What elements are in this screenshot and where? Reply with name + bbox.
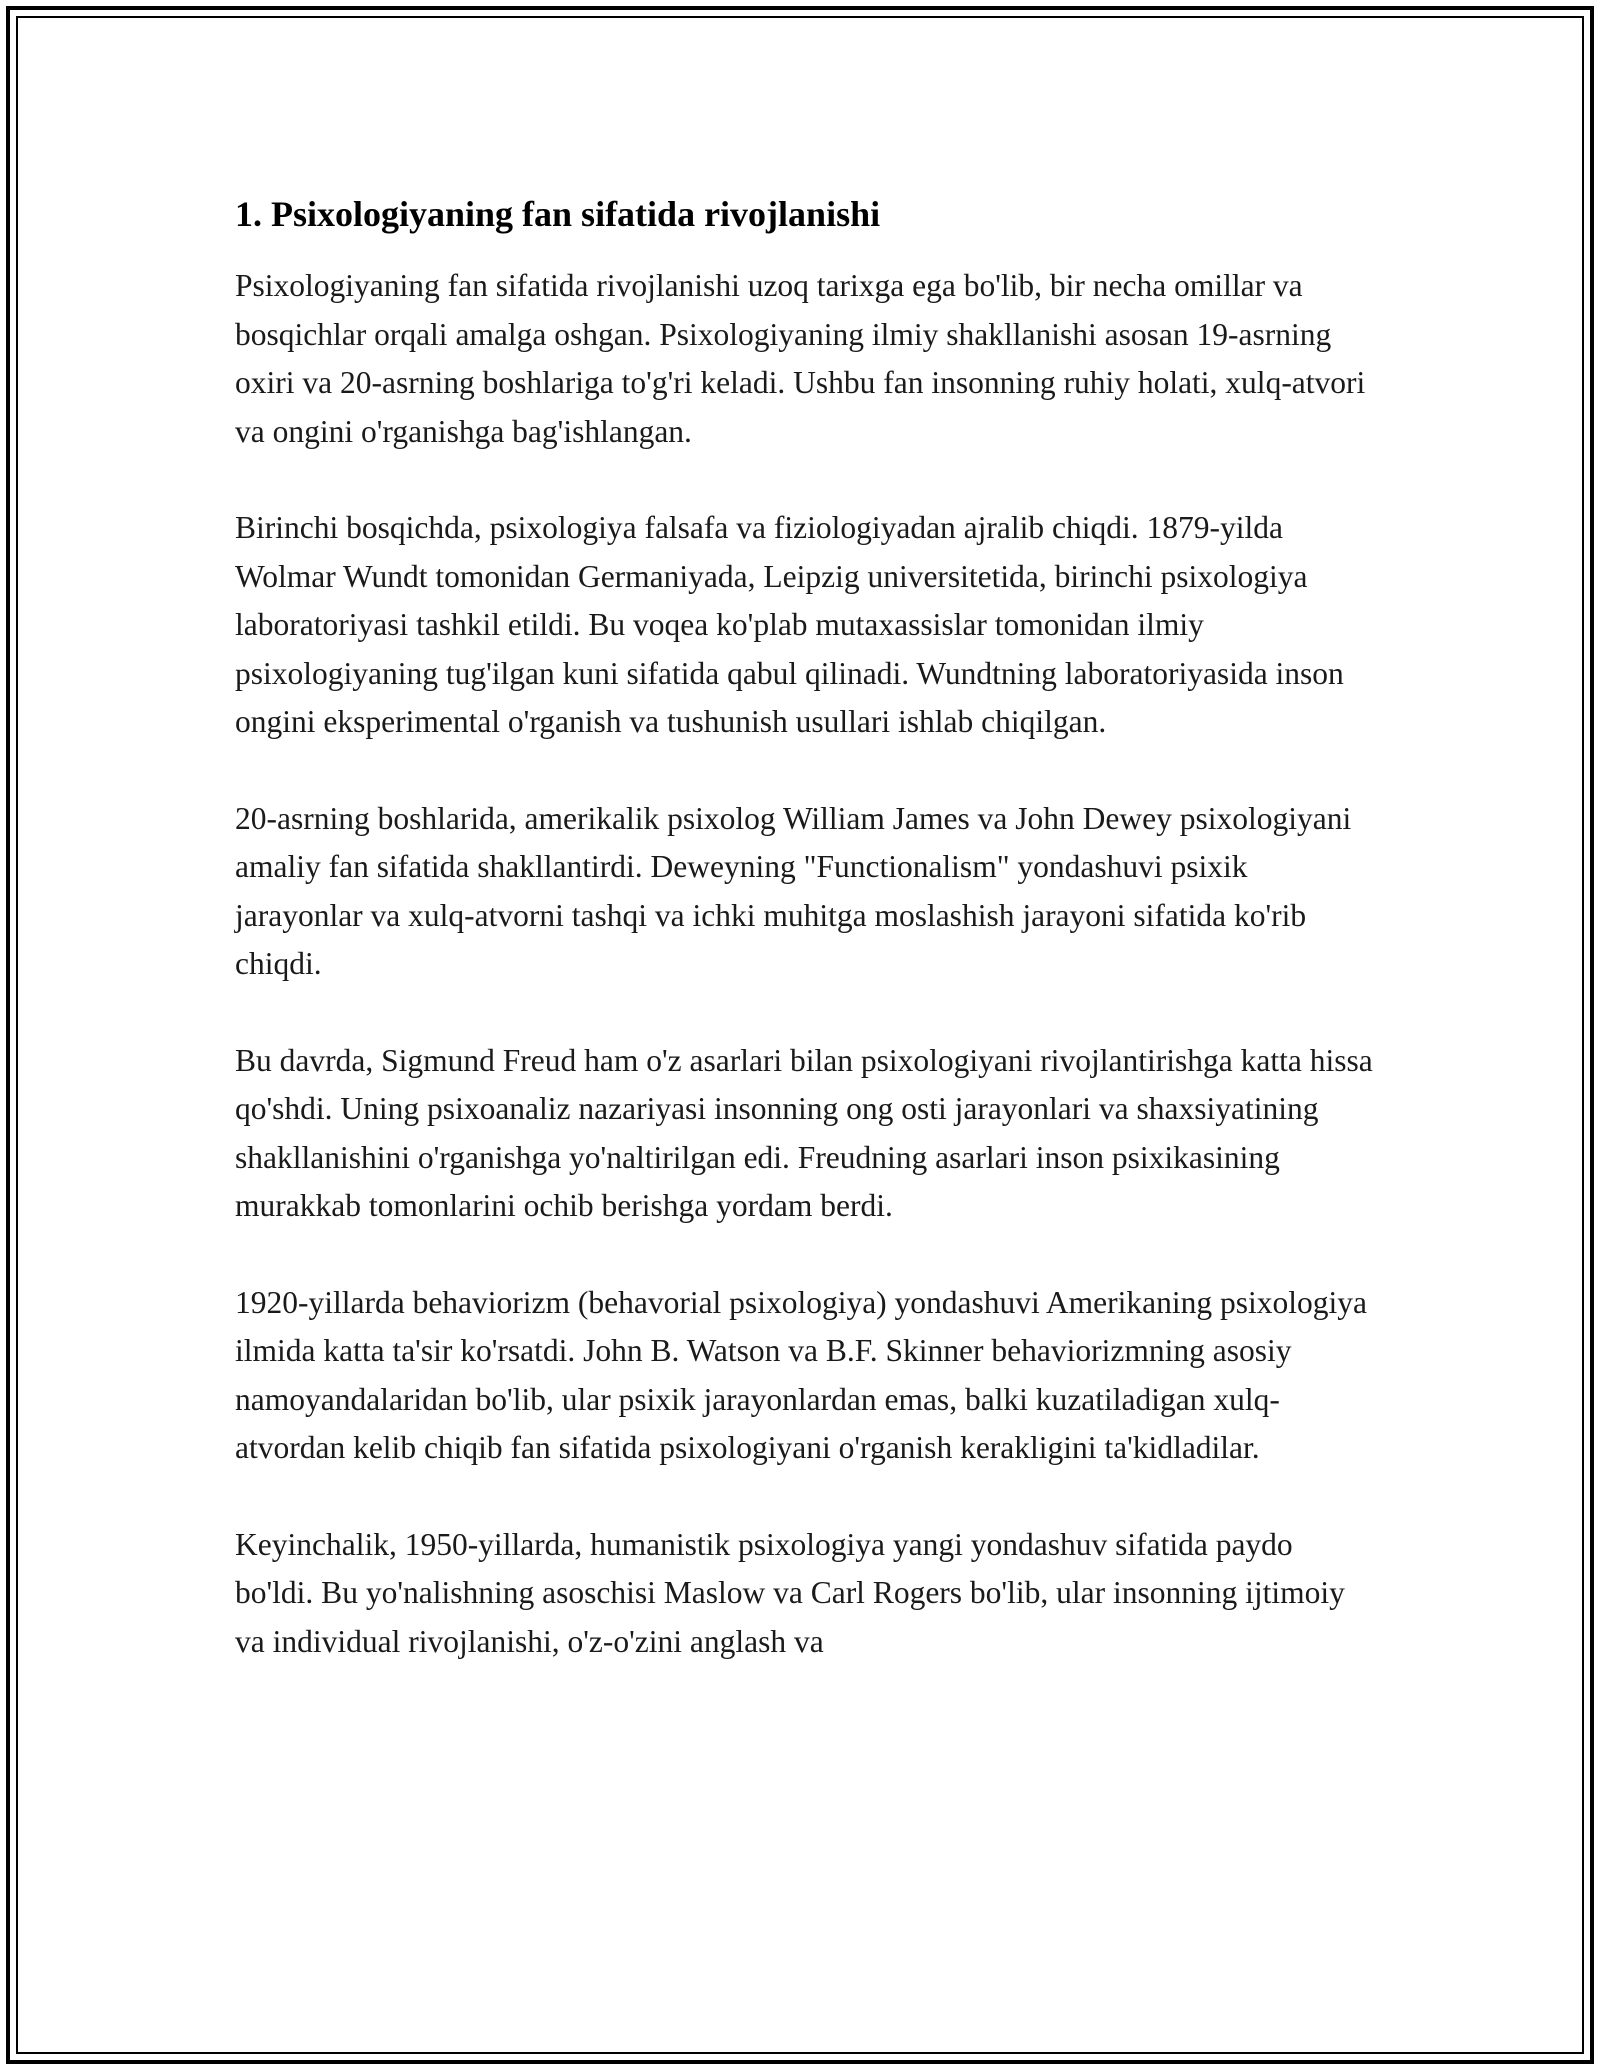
- paragraph-humanistic-psychology: Keyinchalik, 1950-yillarda, humanistik psixologiya yangi yondashuv sifatida paydo bo'ldi. Bu yo'nalishning asoschisi Maslow va Carl Rogers bo'lib, ular insonning ijtimoiy va individual rivojlanishi, o'z-o'zini anglash va: [235, 1526, 1345, 1659]
- paragraph-behaviorism: 1920-yillarda behaviorizm (behavorial psixologiya) yondashuvi Amerikaning psixologiya ilmida katta ta'sir ko'rsatdi. John B. Watson va B.F. Skinner behaviorizmning asosiy namoyandalaridan bo'lib, ular psixik jarayonlardan emas, balki kuzatiladigan xulq-atvordan kelib chiqib fan sifatida psixologiyani o'rganish kerakligini ta'kidladilar.: [235, 1284, 1368, 1465]
- paragraph-freud-psychoanalysis: Bu davrda, Sigmund Freud ham o'z asarlari bilan psixologiyani rivojlantirishga katta hissa qo'shdi. Uning psixoanaliz nazariyasi insonning ong osti jarayonlari va shaxsiyatining shakllanishini o'rganishga yo'naltirilgan edi. Freudning asarlari inson psixikasining murakkab tomonlarini ochib berishga yordam berdi.: [235, 1042, 1373, 1223]
- paragraph-wundt-laboratory: Birinchi bosqichda, psixologiya falsafa va fiziologiyadan ajralib chiqdi. 1879-yilda Wolmar Wundt tomonidan Germaniyada, Leipzig universitetida, birinchi psixologiya laboratoriyasi tashkil etildi. Bu voqea ko'plab mutaxassislar tomonidan ilmiy psixologiyaning tug'ilgan kuni sifatida qabul qilinadi. Wundtning laboratoriyasida inson ongini eksperimental o'rganish va tushunish usullari ishlab chiqilgan.: [235, 510, 1344, 739]
- section-heading: 1. Psixologiyaning fan sifatida rivojlanishi: [235, 194, 881, 234]
- paragraph-history-overview: Psixologiyaning fan sifatida rivojlanishi uzoq tarixga ega bo'lib, bir necha omillar va bosqichlar orqali amalga oshgan. Psixologiyaning ilmiy shakllanishi asosan 19-asrning oxiri va 20-asrning boshlariga to'g'ri keladi. Ushbu fan insonning ruhiy holati, xulq-atvori va ongini o'rganishga bag'ishlangan.: [235, 268, 1366, 449]
- paragraph-functionalism: 20-asrning boshlarida, amerikalik psixolog William James va John Dewey psixologiyani amaliy fan sifatida shakllantirdi. Deweyning "Functionalism" yondashuvi psixik jarayonlar va xulq-atvorni tashqi va ichki muhitga moslashish jarayoni sifatida ko'rib chiqdi.: [235, 800, 1352, 981]
- document-body: [235, 188, 1375, 1714]
